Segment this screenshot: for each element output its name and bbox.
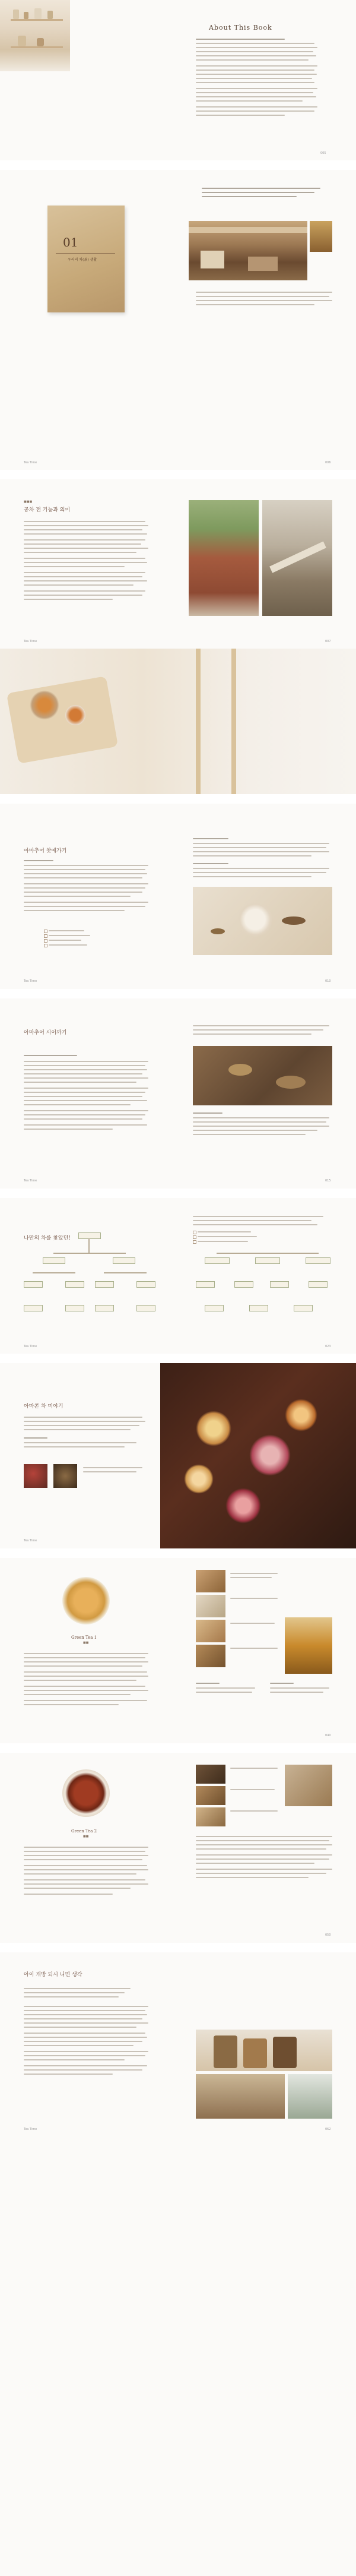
about-text-line bbox=[196, 92, 313, 93]
recipe-line bbox=[24, 1661, 148, 1662]
recipe-line bbox=[24, 1653, 148, 1654]
recipe-line bbox=[24, 1686, 145, 1687]
section-title: 아마콘 차 미야기 bbox=[24, 1404, 63, 1409]
chapter-text-line bbox=[202, 188, 320, 189]
counter-photo bbox=[196, 2074, 285, 2119]
intro-line bbox=[193, 1224, 317, 1225]
body-line bbox=[24, 595, 142, 596]
note-line bbox=[270, 1683, 294, 1684]
body-line bbox=[24, 2041, 142, 2042]
body-line bbox=[24, 906, 145, 907]
flow-link bbox=[33, 1272, 75, 1273]
step-line bbox=[230, 1598, 278, 1599]
body-line bbox=[24, 1988, 131, 1989]
body-line bbox=[24, 860, 53, 861]
cinnamon-photo bbox=[285, 1765, 332, 1806]
bullet-icon bbox=[44, 944, 47, 947]
about-text-line bbox=[196, 106, 317, 108]
step-line bbox=[196, 1836, 332, 1837]
body-line bbox=[24, 1429, 131, 1430]
dried-fruit-photo bbox=[160, 1363, 356, 1548]
step-line bbox=[230, 1623, 275, 1624]
flow-node bbox=[136, 1305, 155, 1311]
body-line bbox=[24, 2037, 147, 2038]
body-line bbox=[24, 869, 145, 870]
page-footer: Tea Time bbox=[24, 1179, 37, 1183]
flow-node bbox=[95, 1305, 114, 1311]
body-line bbox=[24, 1417, 142, 1418]
page-number: 006 bbox=[325, 461, 331, 464]
flow-node bbox=[24, 1281, 43, 1288]
chapter-body-line bbox=[196, 304, 314, 305]
body-line bbox=[24, 584, 134, 586]
body-line bbox=[24, 1061, 148, 1062]
body-line bbox=[193, 1025, 329, 1026]
step-photo bbox=[196, 1765, 225, 1784]
body-line bbox=[24, 892, 142, 893]
spread-recipe-2 bbox=[0, 1753, 356, 1943]
note-line bbox=[196, 1687, 255, 1689]
tea-bowl-illustration bbox=[62, 1577, 110, 1624]
body-line bbox=[24, 2018, 142, 2019]
page-number: Tea Time bbox=[24, 461, 37, 464]
section-title: 공차 전 기능과 의미 bbox=[24, 507, 71, 513]
section-title: 아이 개방 되시 니면 생각 bbox=[24, 1972, 82, 1978]
body-line bbox=[193, 1117, 329, 1118]
about-text-line bbox=[196, 78, 312, 79]
flow-link bbox=[217, 1253, 319, 1254]
body-line bbox=[193, 863, 228, 864]
section-label: ■■■ bbox=[24, 500, 33, 504]
about-title: About This Book bbox=[209, 24, 272, 31]
body-line bbox=[24, 1077, 148, 1079]
section-title: 아마추어 찻예가기 bbox=[24, 848, 67, 854]
recipe-line bbox=[24, 1865, 147, 1866]
body-line bbox=[24, 1425, 139, 1426]
tea-cup-illustration bbox=[62, 1769, 110, 1817]
body-line bbox=[24, 548, 148, 549]
page-footer: Tea Time bbox=[24, 640, 37, 643]
note-line bbox=[196, 1692, 252, 1693]
honey-jar-photo bbox=[285, 1617, 332, 1674]
flow-node bbox=[255, 1257, 280, 1264]
note-line bbox=[270, 1687, 329, 1689]
body-line bbox=[24, 2059, 125, 2060]
body-line bbox=[24, 1996, 119, 1997]
body-line bbox=[24, 566, 125, 567]
bullet-icon bbox=[44, 934, 47, 938]
step-photo bbox=[196, 1595, 225, 1617]
note-line bbox=[196, 1683, 220, 1684]
body-line bbox=[193, 1121, 326, 1123]
flow-node bbox=[65, 1305, 84, 1311]
body-line bbox=[24, 2022, 148, 2024]
step-line bbox=[196, 1873, 326, 1874]
flow-link bbox=[88, 1238, 90, 1254]
body-line bbox=[193, 872, 326, 873]
body-line bbox=[24, 1069, 147, 1070]
page-number: 062 bbox=[325, 2128, 331, 2131]
about-text-line bbox=[196, 110, 314, 112]
recipe-title: Green Tea 2 bbox=[71, 1829, 97, 1834]
page-number: 015 bbox=[325, 1179, 331, 1183]
caption-line bbox=[83, 1471, 136, 1472]
intro-line bbox=[193, 1216, 323, 1217]
step-line bbox=[196, 1877, 309, 1878]
body-line bbox=[24, 1129, 113, 1130]
chapter-body-line bbox=[196, 300, 332, 301]
flow-node bbox=[43, 1257, 65, 1264]
body-line bbox=[24, 599, 113, 600]
body-line bbox=[193, 1112, 223, 1114]
body-line bbox=[193, 868, 329, 869]
recipe-line bbox=[24, 1869, 148, 1870]
tea-canisters-photo bbox=[196, 2030, 332, 2071]
step-line bbox=[196, 1844, 332, 1845]
body-line bbox=[24, 539, 145, 541]
step-line bbox=[196, 1863, 314, 1864]
spread-section-5 bbox=[0, 1363, 356, 1548]
recipe-subtitle: ■■ bbox=[83, 1835, 89, 1838]
recipe-title: Green Tea 1 bbox=[71, 1635, 97, 1640]
spice-thumb bbox=[53, 1464, 77, 1488]
berries-thumb bbox=[24, 1464, 47, 1488]
spread-recipe-1 bbox=[0, 1558, 356, 1743]
recipe-line bbox=[24, 1855, 148, 1856]
about-text-line bbox=[196, 100, 303, 102]
list-line bbox=[198, 1231, 251, 1232]
step-line bbox=[230, 1789, 275, 1790]
flow-node bbox=[95, 1281, 114, 1288]
about-text-line bbox=[196, 96, 316, 97]
flow-node bbox=[234, 1281, 253, 1288]
body-line bbox=[24, 1088, 148, 1089]
body-line bbox=[24, 572, 145, 573]
body-line bbox=[193, 843, 329, 844]
body-line bbox=[193, 1126, 329, 1127]
street-sign-photo bbox=[262, 500, 332, 616]
spread-section-2 bbox=[0, 804, 356, 989]
body-line bbox=[24, 865, 148, 866]
chapter-text-line bbox=[202, 192, 314, 193]
body-line bbox=[24, 910, 125, 911]
tea-tray-photo bbox=[0, 649, 356, 794]
bullet-icon bbox=[44, 930, 47, 933]
spread-section-1 bbox=[0, 479, 356, 794]
body-line bbox=[24, 543, 141, 545]
flow-link bbox=[53, 1253, 126, 1254]
flow-node bbox=[196, 1281, 215, 1288]
tea-leaves-photo bbox=[193, 1046, 332, 1105]
body-line bbox=[193, 876, 312, 877]
flow-node bbox=[270, 1281, 289, 1288]
recipe-line bbox=[24, 1694, 131, 1695]
body-line bbox=[24, 1092, 145, 1093]
chapter-text-line bbox=[202, 196, 297, 197]
body-line bbox=[24, 2051, 148, 2052]
step-line bbox=[230, 1768, 278, 1769]
about-text-line bbox=[196, 74, 317, 75]
recipe-line bbox=[24, 1894, 113, 1895]
list-line bbox=[49, 935, 90, 936]
recipe-line bbox=[24, 1676, 148, 1677]
body-line bbox=[193, 838, 228, 839]
body-line bbox=[24, 1065, 145, 1066]
bullet-icon bbox=[193, 1235, 196, 1239]
about-text-line bbox=[196, 55, 316, 56]
body-line bbox=[24, 562, 147, 563]
body-line bbox=[24, 533, 147, 535]
body-line bbox=[24, 590, 145, 592]
body-line bbox=[193, 847, 326, 848]
recipe-line bbox=[24, 1704, 119, 1705]
body-line bbox=[24, 887, 145, 889]
body-line bbox=[24, 2065, 147, 2066]
tea-tin-photo bbox=[310, 221, 332, 252]
about-text-line bbox=[196, 65, 317, 67]
page-number: 050 bbox=[325, 1933, 331, 1937]
about-text-line bbox=[196, 43, 314, 44]
page-number: 005 bbox=[320, 151, 326, 155]
flow-node bbox=[205, 1305, 224, 1311]
spread-section-6 bbox=[0, 1952, 356, 2576]
about-text-line bbox=[196, 59, 309, 61]
body-line bbox=[24, 2006, 148, 2007]
body-line bbox=[193, 851, 329, 852]
chapter-card bbox=[47, 206, 125, 312]
about-text-line bbox=[196, 88, 317, 89]
step-line bbox=[196, 1854, 332, 1856]
body-line bbox=[24, 2014, 147, 2015]
page-footer: Tea Time bbox=[24, 1539, 37, 1543]
step-photo bbox=[196, 1645, 225, 1667]
flow-node bbox=[136, 1281, 155, 1288]
recipe-line bbox=[24, 1700, 147, 1701]
page-footer: Tea Time bbox=[24, 1345, 37, 1348]
body-line bbox=[24, 1124, 147, 1126]
page-number: 023 bbox=[325, 1345, 331, 1348]
body-line bbox=[24, 1073, 142, 1074]
body-line bbox=[193, 1029, 323, 1031]
recipe-line bbox=[24, 1665, 142, 1667]
flow-node bbox=[65, 1281, 84, 1288]
body-line bbox=[24, 896, 131, 897]
body-line bbox=[24, 1437, 47, 1439]
about-text-line bbox=[196, 82, 314, 83]
body-line bbox=[24, 552, 136, 553]
section-title: 나만의 차를 찾았던! bbox=[24, 1235, 71, 1241]
bullet-icon bbox=[193, 1231, 196, 1234]
caption-line bbox=[83, 1467, 142, 1468]
flow-node bbox=[306, 1257, 330, 1264]
step-line bbox=[196, 1869, 332, 1870]
body-line bbox=[24, 1992, 125, 1993]
body-line bbox=[24, 1110, 148, 1111]
body-line bbox=[24, 1114, 145, 1115]
recipe-line bbox=[24, 1859, 142, 1860]
body-line bbox=[24, 1421, 145, 1422]
page-number: 010 bbox=[325, 979, 331, 983]
body-line bbox=[24, 2010, 145, 2011]
chapter-body-line bbox=[196, 296, 329, 297]
flow-node bbox=[309, 1281, 328, 1288]
body-line bbox=[24, 521, 145, 522]
step-photo bbox=[196, 1570, 225, 1592]
spread-chapter-opener bbox=[0, 170, 356, 470]
recipe-subtitle: ■■ bbox=[83, 1641, 89, 1645]
recipe-line bbox=[24, 1680, 136, 1681]
step-line bbox=[196, 1858, 329, 1860]
body-line bbox=[24, 558, 145, 559]
about-text-line bbox=[196, 115, 285, 116]
recipe-line bbox=[24, 1690, 148, 1691]
recipe-line bbox=[24, 1883, 148, 1885]
shelf-photo bbox=[0, 0, 70, 71]
body-line bbox=[24, 1055, 77, 1056]
step-photo bbox=[196, 1786, 225, 1805]
about-text-line bbox=[196, 51, 313, 52]
body-line bbox=[24, 576, 142, 577]
recipe-line bbox=[24, 1879, 145, 1880]
flow-node bbox=[205, 1257, 230, 1264]
section-title: 아마추어 시이까기 bbox=[24, 1030, 67, 1036]
body-line bbox=[24, 580, 147, 581]
body-line bbox=[24, 1082, 136, 1083]
flow-node bbox=[294, 1305, 313, 1311]
step-line bbox=[230, 1577, 272, 1578]
bullet-icon bbox=[193, 1240, 196, 1244]
body-line bbox=[193, 1033, 312, 1035]
chapter-number: 01 bbox=[63, 235, 78, 249]
body-line bbox=[24, 1096, 142, 1097]
spread-section-3 bbox=[0, 998, 356, 1189]
body-line bbox=[24, 873, 147, 874]
page-number: 007 bbox=[325, 640, 331, 643]
recipe-line bbox=[24, 1671, 147, 1673]
recipe-line bbox=[24, 1847, 148, 1848]
body-line bbox=[24, 2055, 145, 2056]
body-line bbox=[24, 1118, 142, 1120]
recipe-line bbox=[24, 1888, 131, 1889]
body-line bbox=[24, 2033, 145, 2034]
recipe-line bbox=[24, 1873, 136, 1875]
flow-link bbox=[104, 1272, 147, 1273]
step-line bbox=[230, 1648, 278, 1649]
intro-line bbox=[193, 1220, 312, 1221]
body-line bbox=[24, 1104, 131, 1105]
body-line bbox=[193, 855, 312, 856]
spread-about bbox=[0, 0, 356, 160]
list-line bbox=[198, 1241, 248, 1242]
list-line bbox=[49, 944, 87, 946]
step-line bbox=[230, 1810, 278, 1812]
step-photo bbox=[196, 1807, 225, 1826]
recipe-line bbox=[24, 1657, 145, 1658]
step-line bbox=[196, 1848, 326, 1850]
page-footer: Tea Time bbox=[24, 979, 37, 983]
about-text-line bbox=[196, 69, 314, 71]
window-photo bbox=[288, 2074, 332, 2119]
spread-section-4 bbox=[0, 1198, 356, 1354]
step-line bbox=[230, 1573, 278, 1574]
step-photo bbox=[196, 1620, 225, 1642]
body-line bbox=[24, 2069, 142, 2071]
flow-node bbox=[78, 1232, 101, 1239]
about-text-line bbox=[196, 39, 285, 40]
page-number: 040 bbox=[325, 1734, 331, 1737]
step-line bbox=[196, 1840, 329, 1841]
cafe-photo bbox=[189, 221, 307, 280]
list-line bbox=[49, 940, 81, 941]
brick-building-photo bbox=[189, 500, 259, 616]
body-line bbox=[24, 1442, 136, 1443]
list-line bbox=[49, 930, 84, 931]
tea-cup-photo bbox=[193, 887, 332, 955]
chapter-title: 우리의 차(茶) 생활 bbox=[68, 258, 97, 262]
body-line bbox=[24, 877, 142, 878]
body-line bbox=[24, 902, 148, 903]
list-line bbox=[198, 1236, 257, 1237]
body-line bbox=[193, 1134, 306, 1135]
body-line bbox=[193, 1130, 317, 1131]
flow-node bbox=[113, 1257, 135, 1264]
flow-node bbox=[24, 1305, 43, 1311]
body-line bbox=[24, 525, 148, 526]
body-line bbox=[24, 529, 142, 530]
page-footer: Tea Time bbox=[24, 2128, 37, 2131]
body-line bbox=[24, 1446, 125, 1447]
body-line bbox=[24, 2027, 136, 2028]
body-line bbox=[24, 883, 148, 884]
body-line bbox=[24, 1100, 147, 1101]
recipe-line bbox=[24, 1851, 145, 1852]
bullet-icon bbox=[44, 939, 47, 943]
chapter-body-line bbox=[196, 292, 332, 293]
body-line bbox=[24, 2074, 113, 2075]
about-text-line bbox=[196, 47, 317, 48]
body-line bbox=[24, 2045, 134, 2046]
note-line bbox=[270, 1692, 323, 1693]
flow-node bbox=[249, 1305, 268, 1311]
